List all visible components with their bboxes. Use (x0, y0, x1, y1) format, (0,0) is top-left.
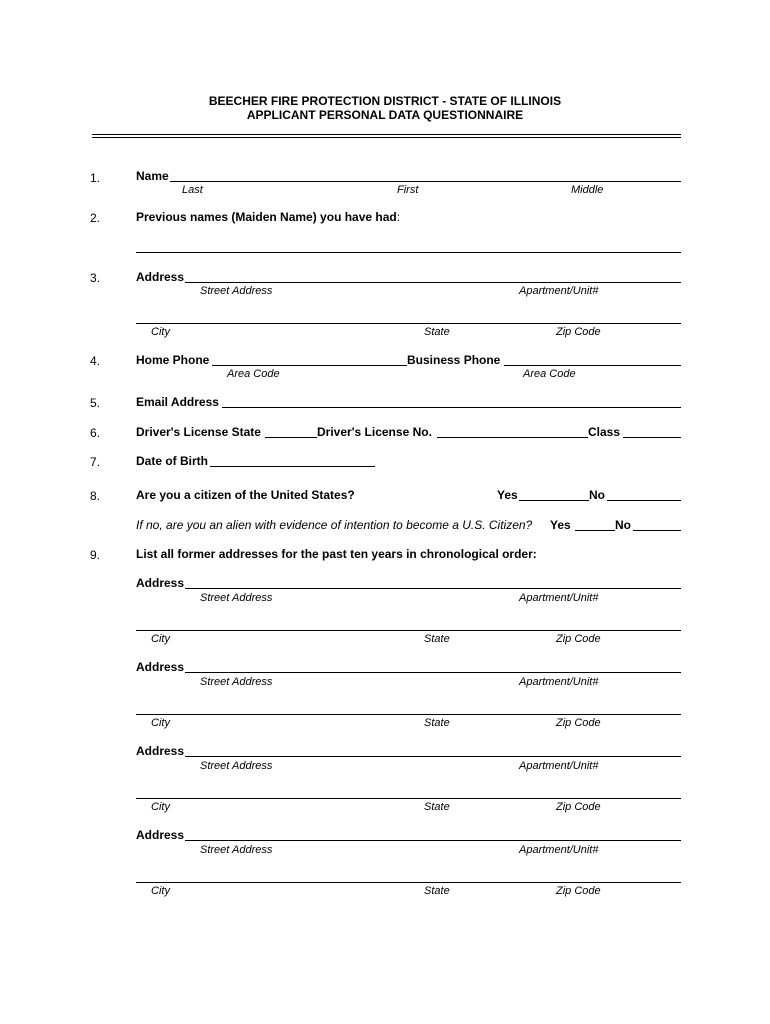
former-city-state-zip-field[interactable] (136, 798, 681, 799)
previous-names-field[interactable] (136, 252, 681, 253)
address-label: Address (136, 270, 185, 284)
former-address-label: Address (136, 828, 185, 842)
item-number-4: 4. (90, 354, 101, 368)
alien-yes-label: Yes (550, 518, 571, 532)
former-addresses-label: List all former addresses for the past ten years in chronological order: (136, 547, 537, 561)
item-number-5: 5. (90, 396, 101, 410)
former-state-sublabel: State (424, 717, 450, 729)
former-city-sublabel: City (151, 801, 170, 813)
former-city-state-zip-field[interactable] (136, 882, 681, 883)
license-class-field[interactable] (623, 437, 681, 438)
citizen-no-field[interactable] (607, 500, 681, 501)
city-state-zip-field[interactable] (136, 323, 681, 324)
former-city-state-zip-field[interactable] (136, 630, 681, 631)
city-sublabel: City (151, 326, 170, 338)
business-phone-label: Business Phone (407, 353, 501, 367)
zip-code-sublabel: Zip Code (556, 326, 601, 338)
former-street-address-field[interactable] (185, 672, 681, 673)
date-of-birth-label: Date of Birth (136, 454, 208, 468)
item-number-6: 6. (90, 426, 101, 440)
item-number-3: 3. (90, 271, 101, 285)
citizen-yes-label: Yes (497, 488, 518, 502)
email-label: Email Address (136, 395, 219, 409)
citizen-question: Are you a citizen of the United States? (136, 488, 355, 502)
state-sublabel: State (424, 326, 450, 338)
former-state-sublabel: State (424, 633, 450, 645)
apartment-unit-sublabel: Apartment/Unit# (519, 285, 599, 297)
header-divider-top (92, 134, 681, 135)
alien-yes-field[interactable] (575, 530, 615, 531)
business-phone-field[interactable] (504, 365, 681, 366)
name-field[interactable] (170, 181, 681, 182)
home-area-code-sublabel: Area Code (227, 368, 280, 380)
former-zip-code-sublabel: Zip Code (556, 633, 601, 645)
street-address-field[interactable] (185, 282, 681, 283)
former-city-sublabel: City (151, 717, 170, 729)
name-sublabel-first: First (397, 184, 419, 196)
citizen-no-label: No (589, 488, 605, 502)
former-street-address-field[interactable] (185, 588, 681, 589)
former-city-sublabel: City (151, 633, 170, 645)
home-phone-field[interactable] (212, 365, 407, 366)
former-zip-code-sublabel: Zip Code (556, 717, 601, 729)
former-city-state-zip-field[interactable] (136, 714, 681, 715)
license-class-label: Class (588, 425, 621, 439)
street-address-sublabel: Street Address (200, 285, 273, 297)
former-street-address-sublabel: Street Address (200, 844, 273, 856)
former-state-sublabel: State (424, 885, 450, 897)
email-field[interactable] (222, 407, 681, 408)
license-state-field[interactable] (265, 437, 317, 438)
previous-names-label: Previous names (Maiden Name) you have had: (136, 210, 401, 224)
former-street-address-field[interactable] (185, 756, 681, 757)
former-apartment-unit-sublabel: Apartment/Unit# (519, 844, 599, 856)
alien-no-field[interactable] (633, 530, 681, 531)
alien-no-label: No (615, 518, 631, 532)
header-divider-bottom (92, 137, 681, 138)
form-title-line1: BEECHER FIRE PROTECTION DISTRICT - STATE OF ILLINOIS (208, 94, 562, 108)
former-city-sublabel: City (151, 885, 170, 897)
former-street-address-sublabel: Street Address (200, 760, 273, 772)
item-number-8: 8. (90, 489, 101, 503)
item-number-9: 9. (90, 548, 101, 562)
name-label: Name (136, 169, 169, 183)
home-phone-label: Home Phone (136, 353, 210, 367)
former-apartment-unit-sublabel: Apartment/Unit# (519, 592, 599, 604)
former-apartment-unit-sublabel: Apartment/Unit# (519, 676, 599, 688)
former-apartment-unit-sublabel: Apartment/Unit# (519, 760, 599, 772)
former-address-label: Address (136, 660, 185, 674)
item-number-1: 1. (90, 171, 101, 185)
former-zip-code-sublabel: Zip Code (556, 885, 601, 897)
citizen-yes-field[interactable] (519, 500, 589, 501)
form-title-line2: APPLICANT PERSONAL DATA QUESTIONNAIRE (246, 108, 524, 122)
license-number-label: Driver's License No. (317, 425, 432, 439)
item-number-7: 7. (90, 455, 101, 469)
name-sublabel-last: Last (182, 184, 203, 196)
item-number-2: 2. (90, 211, 101, 225)
license-number-field[interactable] (437, 437, 588, 438)
former-address-label: Address (136, 744, 185, 758)
former-zip-code-sublabel: Zip Code (556, 801, 601, 813)
former-street-address-sublabel: Street Address (200, 592, 273, 604)
business-area-code-sublabel: Area Code (523, 368, 576, 380)
former-street-address-sublabel: Street Address (200, 676, 273, 688)
former-street-address-field[interactable] (185, 840, 681, 841)
alien-question: If no, are you an alien with evidence of intention to become a U.S. Citizen? (136, 518, 533, 532)
date-of-birth-field[interactable] (210, 466, 375, 467)
name-sublabel-middle: Middle (571, 184, 604, 196)
former-address-label: Address (136, 576, 185, 590)
former-state-sublabel: State (424, 801, 450, 813)
license-state-label: Driver's License State (136, 425, 261, 439)
